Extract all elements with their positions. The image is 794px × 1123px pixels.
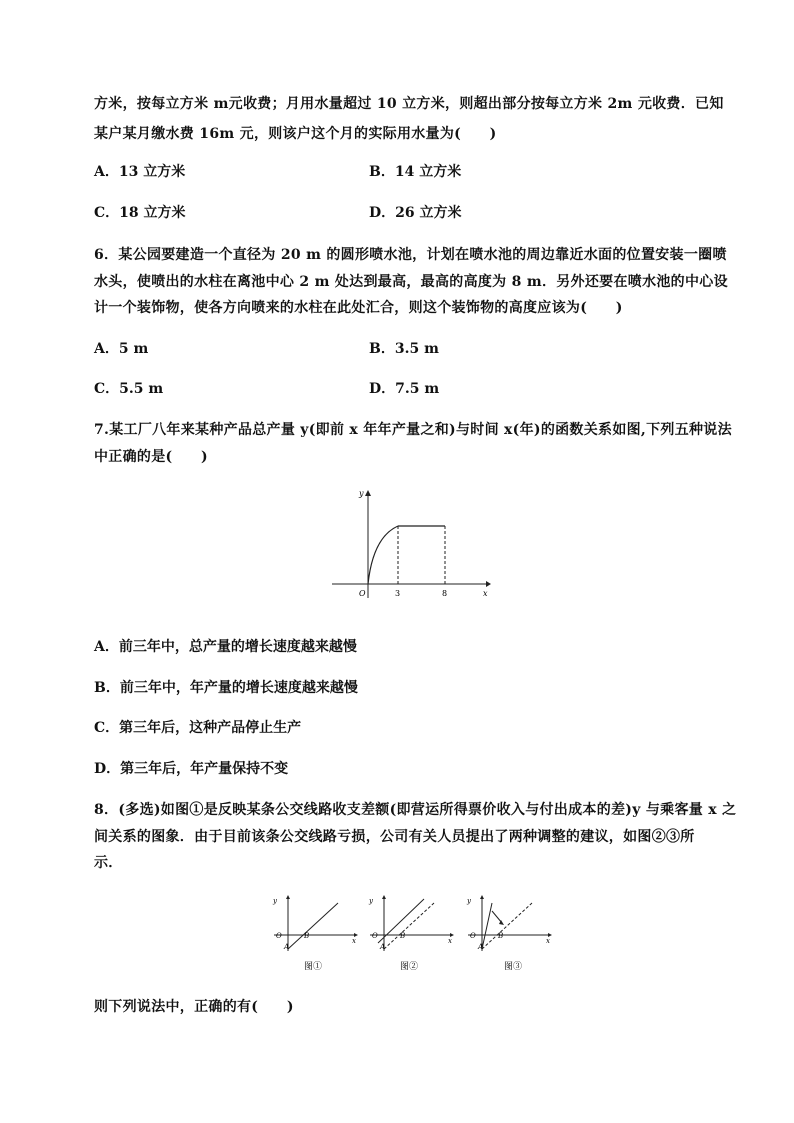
y-axis-label: y (273, 897, 277, 905)
q5-option-a[interactable]: A．13 立方米 (94, 164, 186, 180)
y-axis-label: y (369, 897, 373, 905)
q8-text-line3: 示． (94, 855, 123, 871)
y-axis-arrow-icon (286, 895, 290, 899)
figure-caption: 图③ (504, 962, 523, 972)
q8-figure-2 (366, 893, 456, 975)
q7-text-line1: 7.某工厂八年来某种产品总产量 y(即前 x 年年产量之和)与时间 x(年)的函数关系如图,下列五种说法 (94, 422, 732, 438)
adjusted-steep-line (482, 903, 492, 949)
origin-label: O (372, 932, 378, 940)
point-a-label: A (380, 943, 386, 951)
q7-option-b[interactable]: B．前三年中，年产量的增长速度越来越慢 (94, 680, 358, 696)
original-line-dashed (384, 903, 434, 949)
origin-label: O (276, 932, 282, 940)
y-axis-label: y (467, 897, 471, 905)
q6-option-d[interactable]: D．7.5 m (369, 381, 440, 397)
q5-option-c[interactable]: C．18 立方米 (94, 205, 186, 221)
q8-question-tail: 则下列说法中，正确的有( ) (94, 999, 294, 1015)
q8-text-line2: 间关系的图象．由于目前该条公交线路亏损，公司有关人员提出了两种调整的建议，如图②③所 (94, 829, 695, 845)
x-axis-label: x (352, 937, 356, 945)
line-graph (288, 903, 338, 949)
tick-label-3: 3 (395, 589, 401, 598)
original-line-dashed (482, 903, 532, 949)
q6-text-line3: 计一个装饰物，使各方向喷来的水柱在此处汇合，则这个装饰物的高度应该为( ) (94, 300, 623, 316)
q8-figure-3 (464, 893, 554, 975)
y-axis-label: y (359, 489, 364, 498)
x-axis-label: x (546, 937, 550, 945)
x-axis-label: x (448, 937, 452, 945)
point-b-label: B (400, 932, 406, 940)
point-a-label: A (478, 943, 484, 951)
tick-label-8: 8 (442, 589, 448, 598)
y-axis-arrow-icon (480, 895, 484, 899)
q6-option-b[interactable]: B．3.5 m (369, 341, 439, 357)
point-b-label: B (498, 932, 504, 940)
q7-option-d[interactable]: D．第三年后，年产量保持不变 (94, 761, 289, 777)
point-a-label: A (284, 943, 290, 951)
q6-option-a[interactable]: A．5 m (94, 341, 149, 357)
x-axis-label: x (483, 589, 488, 598)
q5-text-line1: 方米，按每立方米 m元收费；月用水量超过 10 立方米，则超出部分按每立方米 2m 元收费．已知 (94, 96, 724, 112)
origin-label: O (470, 932, 476, 940)
q7-graph-figure (328, 486, 493, 602)
figure-caption: 图② (400, 962, 419, 972)
figure-caption: 图① (304, 962, 323, 972)
growth-curve (368, 526, 398, 584)
q5-text-line2: 某户某月缴水费 16m 元，则该户这个月的实际用水量为( ) (94, 126, 497, 142)
q7-option-c[interactable]: C．第三年后，这种产品停止生产 (94, 720, 302, 736)
q8-text-line1: 8．(多选)如图①是反映某条公交线路收支差额(即营运所得票价收入与付出成本的差)y 与乘客量 x 之 (94, 802, 737, 818)
q7-text-line2: 中正确的是( ) (94, 449, 208, 465)
q7-option-a[interactable]: A．前三年中，总产量的增长速度越来越慢 (94, 639, 357, 655)
y-axis-arrow-icon (365, 490, 371, 496)
q6-text-line2: 水头，使喷出的水柱在离池中心 2 m 处达到最高，最高的高度为 8 m．另外还要在喷水池的中心设 (94, 274, 728, 290)
point-b-label: B (304, 932, 310, 940)
q6-option-c[interactable]: C．5.5 m (94, 381, 164, 397)
x-axis-arrow-icon (486, 581, 491, 587)
q8-figure-1 (270, 893, 360, 975)
origin-label: O (359, 589, 366, 598)
q6-text-line1: 6．某公园要建造一个直径为 20 m 的圆形喷水池，计划在喷水池的周边靠近水面的位置安装一圈喷 (94, 247, 727, 263)
q5-option-d[interactable]: D．26 立方米 (369, 205, 462, 221)
y-axis-arrow-icon (382, 895, 386, 899)
q5-option-b[interactable]: B．14 立方米 (369, 164, 462, 180)
